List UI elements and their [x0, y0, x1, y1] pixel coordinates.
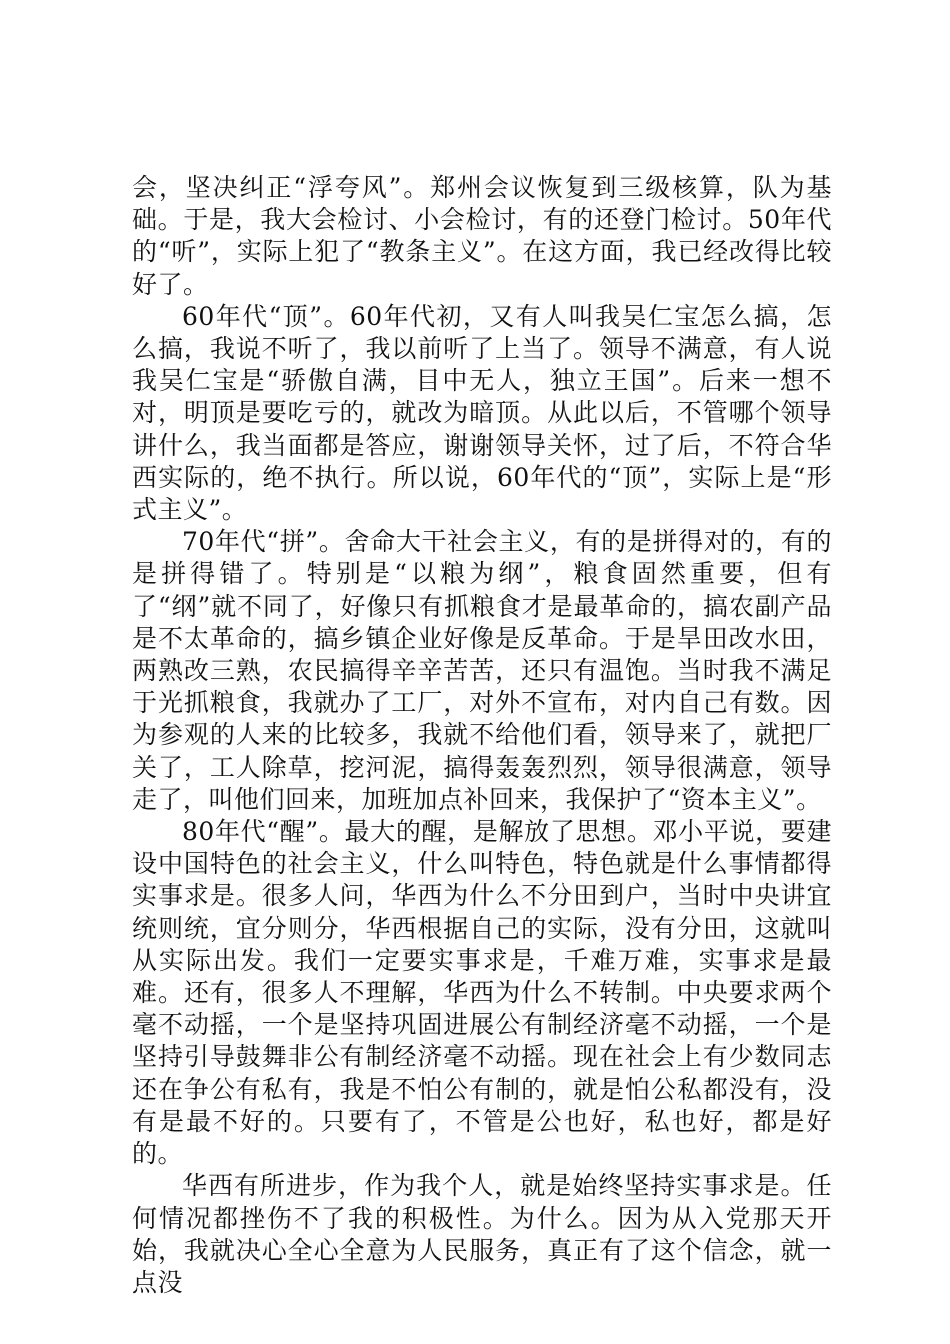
document-body	[132, 172, 832, 1299]
paragraph-5: 华西有所进步，作为我个人，就是始终坚持实事求是。任何情况都挫伤不了我的积极性。为什么。因为从入党那天开始，我就决心全心全意为人民服务，真正有了这个信念，就一点没	[132, 1171, 832, 1297]
paragraph-3: 70年代“拼”。舍命大干社会主义，有的是拼得对的，有的是拼得错了。特别是“以粮为纲”，粮食固然重要，但有了“纲”就不同了，好像只有抓粮食才是最革命的，搞农副产品是不太革命的，搞乡镇企业好像是反革命。于是旱田改水田，两熟改三熟，农民搞得辛辛苦苦，还只有温饱。当时我不满足于光抓粮食，我就办了工厂，对外不宣布，对内自己有数。因为参观的人来的比较多，我就不给他们看，领导来了，就把厂关了，工人除草，挖河泥，搞得轰轰烈烈，领导很满意，领导走了，叫他们回来，加班加点补回来，我保护了“资本主义”。	[132, 527, 832, 814]
paragraph-1: 会，坚决纠正“浮夸风”。郑州会议恢复到三级核算，队为基础。于是，我大会检讨、小会检讨，有的还登门检讨。50年代的“听”，实际上犯了“教条主义”。在这方面，我已经改得比较好了。	[132, 173, 832, 299]
paragraph-2: 60年代“顶”。60年代初，又有人叫我吴仁宝怎么搞，怎么搞，我说不听了，我以前听了上当了。领导不满意，有人说我吴仁宝是“骄傲自满，目中无人，独立王国”。后来一想不对，明顶是要吃亏的，就改为暗顶。从此以后，不管哪个领导讲什么，我当面都是答应，谢谢领导关怀，过了后，不符合华西实际的，绝不执行。所以说，60年代的“顶”，实际上是“形式主义”。	[132, 301, 832, 525]
paragraph-4: 80年代“醒”。最大的醒，是解放了思想。邓小平说，要建设中国特色的社会主义，什么叫特色，特色就是什么事情都得实事求是。很多人问，华西为什么不分田到户，当时中央讲宜统则统，宜分则分，华西根据自己的实际，没有分田，这就叫从实际出发。我们一定要实事求是，千难万难，实事求是最难。还有，很多人不理解，华西为什么不转制。中央要求两个毫不动摇，一个是坚持巩固进展公有制经济毫不动摇，一个是坚持引导鼓舞非公有制经济毫不动摇。现在社会上有少数同志还在争公有私有，我是不怕公有制的，就是怕公私都没有，没有是最不好的。只要有了，不管是公也好，私也好，都是好的。	[132, 817, 832, 1169]
